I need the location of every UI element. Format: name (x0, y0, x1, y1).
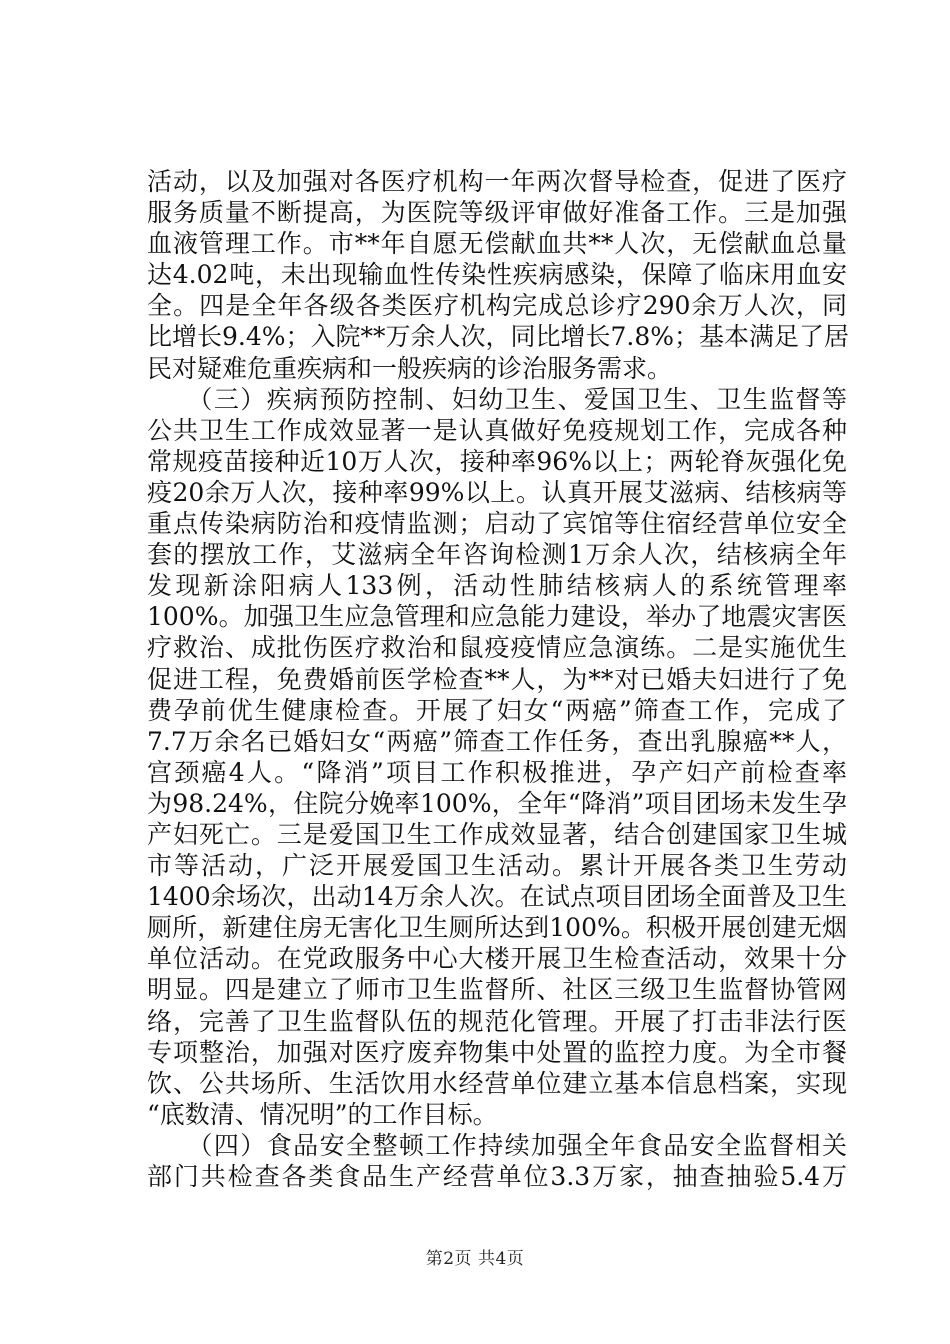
text-line: 全。四是全年各级各类医疗机构完成总诊疗290余万人次，同 (147, 291, 847, 321)
text-line: 100%。加强卫生应急管理和应急能力建设，举办了地震灾害医 (147, 602, 847, 632)
text-line: 服务质量不断提高，为医院等级评审做好准备工作。三是加强 (147, 198, 847, 228)
text-line: 发现新涂阳病人133例，活动性肺结核病人的系统管理率 (147, 571, 847, 601)
page-footer: 第2页 共4页 (425, 1249, 525, 1269)
text-line: 疗救治、成批伤医疗救治和鼠疫疫情应急演练。二是实施优生 (147, 633, 847, 663)
text-line: 明显。四是建立了师市卫生监督所、社区三级卫生监督协管网 (147, 975, 847, 1005)
text-line: 疫20余万人次，接种率99%以上。认真开展艾滋病、结核病等 (147, 477, 847, 507)
text-line: 专项整治，加强对医疗废弃物集中处置的监控力度。为全市餐 (147, 1037, 847, 1067)
text-line: （三）疾病预防控制、妇幼卫生、爱国卫生、卫生监督等 (147, 384, 847, 414)
text-line: 单位活动。在党政服务中心大楼开展卫生检查活动，效果十分 (147, 944, 847, 974)
text-line: 厕所，新建住房无害化卫生厕所达到100%。积极开展创建无烟 (147, 913, 847, 943)
text-line: 7.7万余名已婚妇女“两癌”筛查工作任务，查出乳腺癌**人， (147, 726, 847, 756)
text-line: 公共卫生工作成效显著一是认真做好免疫规划工作，完成各种 (147, 415, 847, 445)
text-line: “底数清、情况明”的工作目标。 (147, 1099, 498, 1129)
text-line: 比增长9.4%；入院**万余人次，同比增长7.8%；基本满足了居 (147, 322, 850, 352)
text-line: 套的摆放工作，艾滋病全年咨询检测1万余人次，结核病全年 (147, 540, 847, 570)
text-line: 1400余场次，出动14万余人次。在试点项目团场全面普及卫生 (147, 882, 847, 912)
text-line: 费孕前优生健康检查。开展了妇女“两癌”筛查工作，完成了 (147, 695, 847, 725)
text-line: 民对疑难危重疾病和一般疾病的诊治服务需求。 (147, 353, 673, 383)
text-line: 促进工程，免费婚前医学检查**人，为**对已婚夫妇进行了免 (147, 664, 847, 694)
text-line: 为98.24%，住院分娩率100%，全年“降消”项目团场未发生孕 (147, 788, 847, 818)
text-line: 血液管理工作。市**年自愿无偿献血共**人次，无偿献血总量 (147, 229, 847, 259)
text-line: （四）食品安全整顿工作持续加强全年食品安全监督相关 (147, 1130, 847, 1160)
text-line: 宫颈癌4人。“降消”项目工作积极推进，孕产妇产前检查率 (147, 757, 847, 787)
text-line: 饮、公共场所、生活饮用水经营单位建立基本信息档案，实现 (147, 1068, 847, 1098)
body-text (147, 166, 850, 1192)
text-line: 常规疫苗接种近10万人次，接种率96%以上；两轮脊灰强化免 (147, 446, 847, 476)
text-line: 活动，以及加强对各医疗机构一年两次督导检查，促进了医疗 (147, 167, 847, 196)
text-line: 市等活动，广泛开展爱国卫生活动。累计开展各类卫生劳动 (147, 851, 847, 881)
text-line: 产妇死亡。三是爱国卫生工作成效显著，结合创建国家卫生城 (147, 819, 847, 849)
text-line: 部门共检查各类食品生产经营单位3.3万家，抽查抽验5.4万 (147, 1162, 847, 1191)
text-line: 达4.02吨，未出现输血性传染性疾病感染，保障了临床用血安 (147, 260, 847, 290)
text-line: 重点传染病防治和疫情监测；启动了宾馆等住宿经营单位安全 (147, 509, 847, 539)
text-line: 络，完善了卫生监督队伍的规范化管理。开展了打击非法行医 (147, 1006, 847, 1036)
